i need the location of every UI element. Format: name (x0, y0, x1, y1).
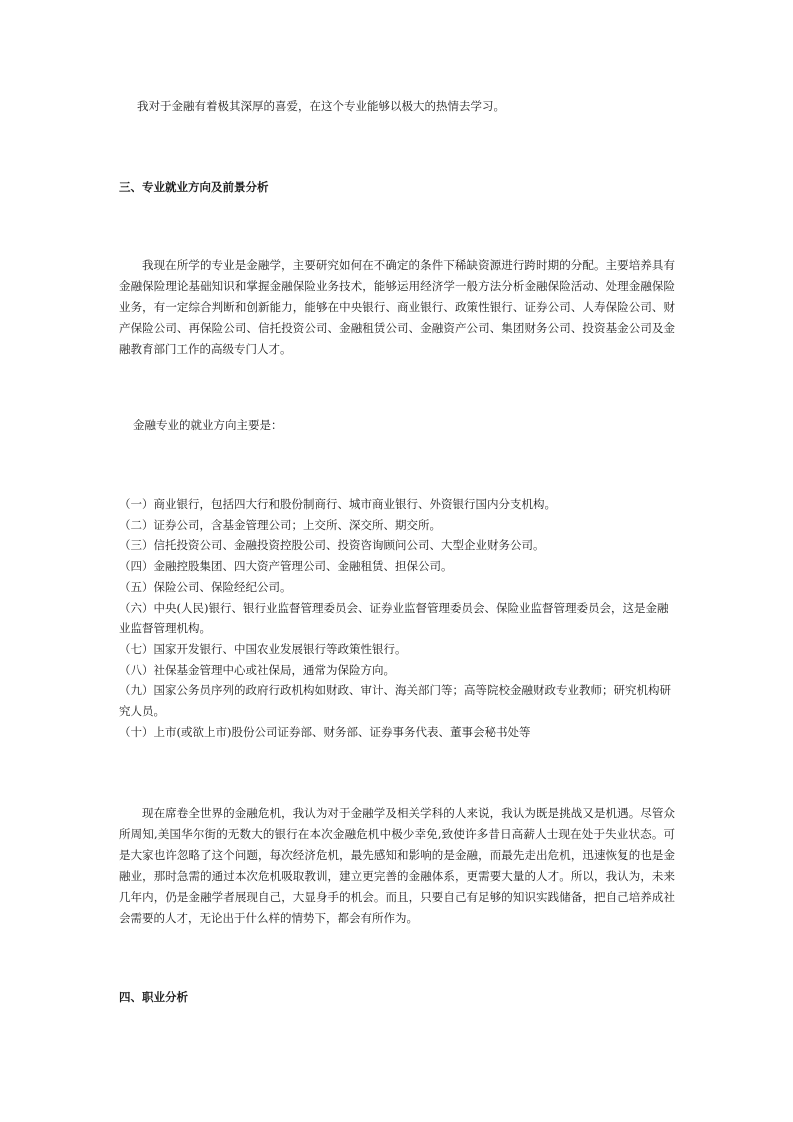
list-item: （四）金融控股集团、四大资产管理公司、金融租赁、担保公司。 (119, 559, 453, 574)
list-item: （十）上市(或欲上市)股份公司证券部、财务部、证券事务代表、董事会秘书处等 (119, 724, 531, 739)
list-item: （九）国家公务员序列的政府行政机构如财政、审计、海关部门等；高等院校金融财政专业教师；研究机构研究人员。 (119, 683, 671, 719)
list-item: （二）证券公司，含基金管理公司；上交所、深交所、期交所。 (119, 517, 441, 532)
section-4-heading: 四、职业分析 (119, 990, 188, 1004)
list-item: （六）中央(人民)银行、银行业监督管理委员会、证券业监督管理委员会、保险业监督管理委员会，这是金融业监督管理机构。 (119, 600, 669, 636)
intro-line: 我对于金融有着极其深厚的喜爱，在这个专业能够以极大的热情去学习。 (137, 99, 505, 113)
directions-intro: 金融专业的就业方向主要是： (133, 418, 283, 432)
directions-list (119, 494, 675, 742)
section-3-heading: 三、专业就业方向及前景分析 (119, 180, 269, 194)
list-item: （三）信托投资公司、金融投资控股公司、投资咨询顾问公司、大型企业财务公司。 (119, 538, 545, 553)
crisis-paragraph: 现在席卷全世界的金融危机，我认为对于金融学及相关学科的人来说，我认为既是挑战又是机遇。尽管众所周知,美国华尔街的无数大的银行在本次金融危机中极少幸免,致使许多昔日高薪人士现在处于失业状态。可是大家也许忽略了这个问题，每次经济危机，最先感知和影响的是金融，而最先走出危机，迅速恢复的也是金融业，那时急需的通过本次危机吸取教训，建立更完善的金融体系，更需要大量的人才。所以，我认为，未来几年内，仍是金融学者展现自己，大显身手的机会。而且，只要自己有足够的知识实践储备，把自己培养成社会需要的人才，无论出于什么样的情势下，都会有所作为。 (119, 806, 675, 925)
major-description-paragraph: 我现在所学的专业是金融学，主要研究如何在不确定的条件下稀缺资源进行跨时期的分配。主要培养具有金融保险理论基础知识和掌握金融保险业务技术，能够运用经济学一般方法分析金融保险活动、处理金融保险业务，有一定综合判断和创新能力，能够在中央银行、商业银行、政策性银行、证券公司、人寿保险公司、财产保险公司、再保险公司、信托投资公司、金融租赁公司、金融资产公司、集团财务公司、投资基金公司及金融教育部门工作的高级专门人才。 (119, 258, 675, 356)
list-item: （七）国家开发银行、中国农业发展银行等政策性银行。 (119, 641, 407, 656)
list-item: （五）保险公司、保险经纪公司。 (119, 579, 292, 594)
list-item: （八）社保基金管理中心或社保局，通常为保险方向。 (119, 662, 395, 677)
list-item: （一）商业银行，包括四大行和股份制商行、城市商业银行、外资银行国内分支机构。 (119, 497, 556, 511)
